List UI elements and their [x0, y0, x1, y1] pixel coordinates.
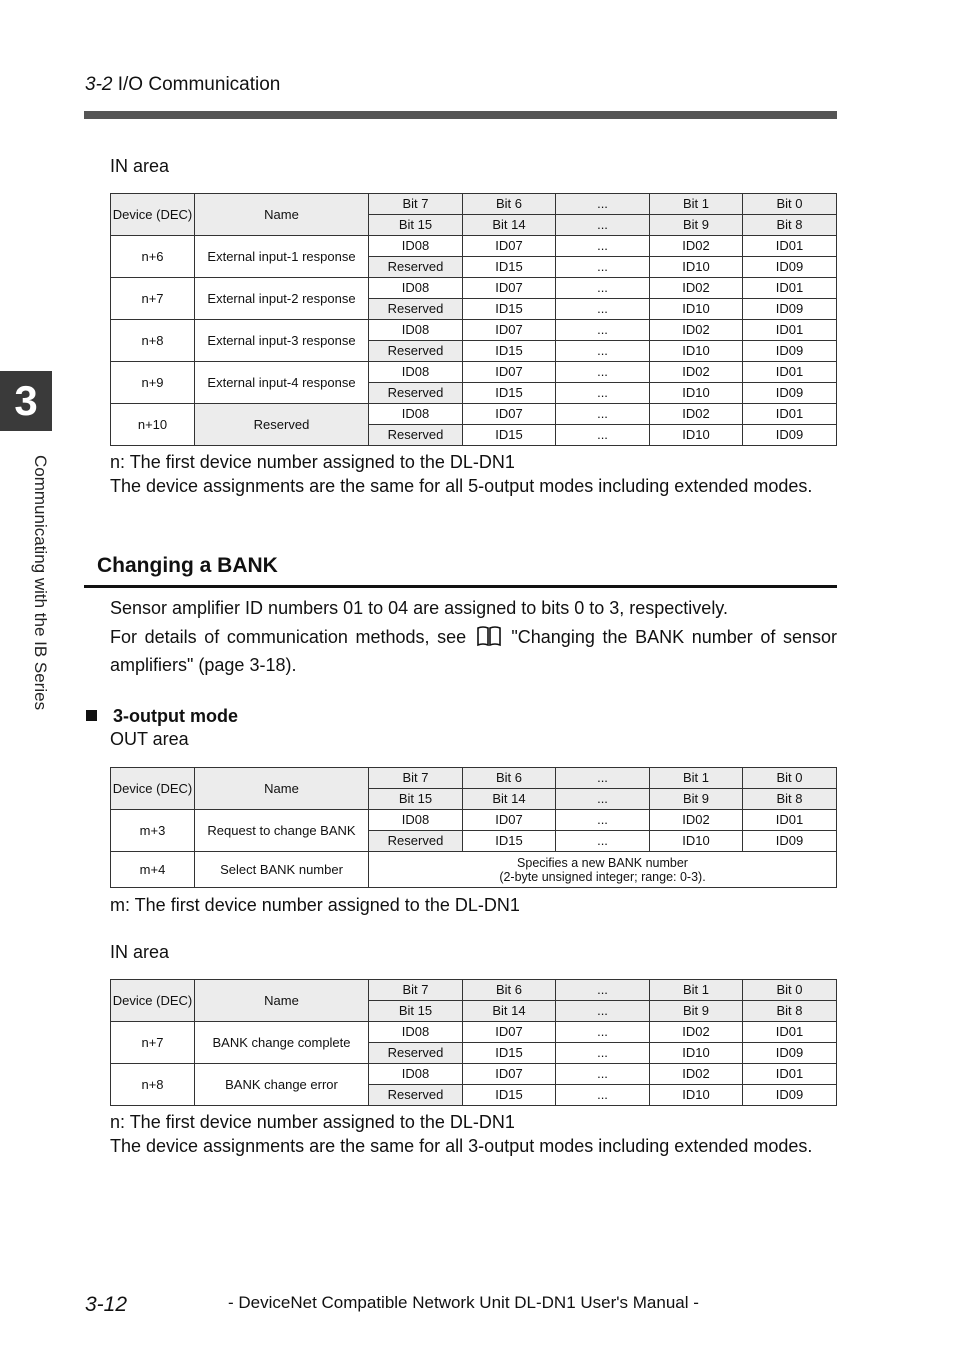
column-header-bit: Bit 14 [463, 215, 556, 236]
table-row [111, 1022, 837, 1043]
in-area-table [110, 193, 837, 446]
chapter-side-title: Communicating with the IB Series [31, 455, 50, 711]
bit-cell: ID09 [743, 831, 837, 852]
in-area-note [110, 450, 837, 498]
bank-para-2 [110, 625, 837, 677]
column-header-bit: ... [556, 1001, 650, 1022]
header-rule [84, 111, 837, 119]
description-cell [369, 852, 837, 888]
bit-cell: ID09 [743, 341, 837, 362]
name-cell: External input-3 response [195, 320, 369, 362]
bit-cell: ID09 [743, 383, 837, 404]
column-header-device: Device (DEC) [111, 980, 195, 1022]
bit-cell: ID08 [369, 362, 463, 383]
device-cell: n+10 [111, 404, 195, 446]
column-header-bit: Bit 15 [369, 1001, 463, 1022]
note-first-device-2: n: The first device number assigned to the DL-DN1 [110, 1112, 515, 1132]
in-area-table-2 [110, 979, 837, 1106]
column-header-bit: ... [556, 215, 650, 236]
bit-cell: ID02 [650, 278, 743, 299]
column-header-bit: Bit 6 [463, 768, 556, 789]
bit-cell: ID15 [463, 341, 556, 362]
name-cell: External input-1 response [195, 236, 369, 278]
bit-cell: ID01 [743, 810, 837, 831]
bit-cell: ID02 [650, 1064, 743, 1085]
description-line: Specifies a new BANK number [517, 855, 688, 870]
bit-cell: Reserved [369, 383, 463, 404]
column-header-bit: Bit 0 [743, 194, 837, 215]
bit-cell: ... [556, 810, 650, 831]
bit-cell: ID10 [650, 831, 743, 852]
column-header-bit: Bit 1 [650, 768, 743, 789]
column-header-bit: Bit 9 [650, 215, 743, 236]
bit-cell: ... [556, 383, 650, 404]
column-header-bit: Bit 7 [369, 768, 463, 789]
bit-cell: ID02 [650, 810, 743, 831]
column-header-device: Device (DEC) [111, 768, 195, 810]
bit-cell: ID01 [743, 320, 837, 341]
column-header-bit: Bit 1 [650, 194, 743, 215]
column-header-device: Device (DEC) [111, 194, 195, 236]
bit-cell: ID08 [369, 278, 463, 299]
bit-cell: ID09 [743, 1043, 837, 1064]
column-header-bit: ... [556, 768, 650, 789]
column-header-bit: Bit 15 [369, 789, 463, 810]
device-cell: n+8 [111, 1064, 195, 1106]
bit-cell: ID15 [463, 383, 556, 404]
bit-cell: ... [556, 236, 650, 257]
bit-cell: ID15 [463, 831, 556, 852]
column-header-bit: Bit 7 [369, 980, 463, 1001]
section-title: I/O Communication [117, 74, 281, 95]
bit-cell: ... [556, 341, 650, 362]
bit-cell: ... [556, 257, 650, 278]
column-header-bit: Bit 7 [369, 194, 463, 215]
heading-rule [84, 585, 837, 588]
bit-cell: ... [556, 299, 650, 320]
bit-cell: ID08 [369, 810, 463, 831]
bit-cell: ID15 [463, 1043, 556, 1064]
bank-para-2-lead: For details of communication methods, see [110, 627, 467, 647]
table-row [111, 362, 837, 383]
bit-cell: ID08 [369, 320, 463, 341]
bit-cell: ID08 [369, 1022, 463, 1043]
mode-heading-text: 3-output mode [113, 706, 238, 726]
column-header-bit: Bit 8 [743, 1001, 837, 1022]
bit-cell: ID07 [463, 404, 556, 425]
bit-cell: Reserved [369, 257, 463, 278]
device-cell: n+7 [111, 278, 195, 320]
bit-cell: ID09 [743, 1085, 837, 1106]
column-header-bit: Bit 14 [463, 789, 556, 810]
bit-cell: ID01 [743, 236, 837, 257]
column-header-bit: Bit 8 [743, 789, 837, 810]
out-area-note: m: The first device number assigned to the DL-DN1 [110, 895, 520, 915]
column-header-bit: Bit 14 [463, 1001, 556, 1022]
bit-cell: ... [556, 278, 650, 299]
bit-cell: Reserved [369, 341, 463, 362]
column-header-bit: Bit 15 [369, 215, 463, 236]
bit-cell: ... [556, 1085, 650, 1106]
table-row [111, 852, 837, 888]
column-header-name: Name [195, 194, 369, 236]
name-cell: Select BANK number [195, 852, 369, 888]
table-row [111, 810, 837, 831]
bit-cell: ID02 [650, 404, 743, 425]
bit-cell: ID07 [463, 810, 556, 831]
bit-cell: ID01 [743, 1022, 837, 1043]
out-area-label: OUT area [110, 729, 189, 749]
bit-cell: ... [556, 425, 650, 446]
out-area-table [110, 767, 837, 888]
bit-cell: Reserved [369, 1085, 463, 1106]
column-header-bit: Bit 8 [743, 215, 837, 236]
section-number: 3-2 [85, 74, 113, 95]
description-line: (2-byte unsigned integer; range: 0-3). [499, 869, 706, 884]
header-row [111, 194, 837, 215]
bit-cell: ... [556, 404, 650, 425]
table-row [111, 278, 837, 299]
note-assignments-2: The device assignments are the same for all 3-output modes including extended modes. [110, 1136, 813, 1156]
column-header-bit: Bit 6 [463, 980, 556, 1001]
bit-cell: ID07 [463, 320, 556, 341]
mode-heading [86, 706, 238, 727]
note-first-device: n: The first device number assigned to the DL-DN1 [110, 452, 515, 472]
bit-cell: ID07 [463, 1064, 556, 1085]
bit-cell: ID01 [743, 1064, 837, 1085]
name-cell: External input-4 response [195, 362, 369, 404]
book-icon [476, 625, 502, 653]
bit-cell: ID07 [463, 278, 556, 299]
device-cell: n+7 [111, 1022, 195, 1064]
bit-cell: Reserved [369, 1043, 463, 1064]
column-header-bit: Bit 6 [463, 194, 556, 215]
bit-cell: ID02 [650, 236, 743, 257]
in-area-note-2 [110, 1110, 837, 1158]
bit-cell: ID10 [650, 1043, 743, 1064]
bit-cell: Reserved [369, 425, 463, 446]
column-header-bit: Bit 0 [743, 768, 837, 789]
chapter-number-tab: 3 [0, 371, 52, 431]
device-cell: m+4 [111, 852, 195, 888]
bit-cell: ID10 [650, 341, 743, 362]
name-cell: Reserved [195, 404, 369, 446]
bit-cell: ID02 [650, 362, 743, 383]
bit-cell: ID09 [743, 299, 837, 320]
header-row [111, 768, 837, 789]
column-header-bit: ... [556, 980, 650, 1001]
name-cell: BANK change complete [195, 1022, 369, 1064]
bit-cell: ID10 [650, 425, 743, 446]
bit-cell: ID08 [369, 1064, 463, 1085]
bit-cell: ID07 [463, 236, 556, 257]
table-row [111, 404, 837, 425]
section-header [85, 74, 280, 96]
column-header-bit: Bit 1 [650, 980, 743, 1001]
table-row [111, 236, 837, 257]
bit-cell: Reserved [369, 831, 463, 852]
column-header-bit: ... [556, 194, 650, 215]
in-area-label-2: IN area [110, 942, 170, 962]
bit-cell: ID08 [369, 236, 463, 257]
bit-cell: ID10 [650, 1085, 743, 1106]
in-area-label: IN area [110, 156, 170, 176]
name-cell: BANK change error [195, 1064, 369, 1106]
bit-cell: ... [556, 1064, 650, 1085]
column-header-name: Name [195, 980, 369, 1022]
bit-cell: ID07 [463, 362, 556, 383]
bit-cell: ID10 [650, 257, 743, 278]
device-cell: m+3 [111, 810, 195, 852]
device-cell: n+8 [111, 320, 195, 362]
bit-cell: ID09 [743, 425, 837, 446]
bank-para-1: Sensor amplifier ID numbers 01 to 04 are assigned to bits 0 to 3, respectively. [110, 598, 728, 618]
bit-cell: ID09 [743, 257, 837, 278]
bit-cell: ID15 [463, 1085, 556, 1106]
bullet-square-icon [86, 710, 97, 721]
bit-cell: ID10 [650, 299, 743, 320]
bit-cell: ... [556, 831, 650, 852]
bit-cell: ID15 [463, 257, 556, 278]
bit-cell: ... [556, 362, 650, 383]
header-row [111, 980, 837, 1001]
bit-cell: ... [556, 320, 650, 341]
bit-cell: ID01 [743, 404, 837, 425]
bit-cell: ID07 [463, 1022, 556, 1043]
bit-cell: ID02 [650, 320, 743, 341]
column-header-bit: Bit 9 [650, 789, 743, 810]
bit-cell: ID15 [463, 425, 556, 446]
device-cell: n+6 [111, 236, 195, 278]
column-header-name: Name [195, 768, 369, 810]
bit-cell: ID01 [743, 362, 837, 383]
bit-cell: ... [556, 1022, 650, 1043]
device-cell: n+9 [111, 362, 195, 404]
section-heading: Changing a BANK [97, 554, 278, 577]
name-cell: Request to change BANK [195, 810, 369, 852]
bit-cell: ID01 [743, 278, 837, 299]
bit-cell: ID15 [463, 299, 556, 320]
table-row [111, 320, 837, 341]
page-number: 3-12 [85, 1293, 128, 1316]
bit-cell: ID02 [650, 1022, 743, 1043]
column-header-bit: ... [556, 789, 650, 810]
bit-cell: Reserved [369, 299, 463, 320]
bit-cell: ... [556, 1043, 650, 1064]
column-header-bit: Bit 9 [650, 1001, 743, 1022]
bit-cell: ID08 [369, 404, 463, 425]
table-row [111, 1064, 837, 1085]
bank-intro [110, 596, 837, 677]
column-header-bit: Bit 0 [743, 980, 837, 1001]
bit-cell: ID10 [650, 383, 743, 404]
manual-title: - DeviceNet Compatible Network Unit DL-DN1 User's Manual - [228, 1293, 699, 1312]
note-assignments: The device assignments are the same for all 5-output modes including extended modes. [110, 476, 813, 496]
name-cell: External input-2 response [195, 278, 369, 320]
bank-para-2-ref[interactable]: "Changing the BANK number of sensor amplifiers" (page 3-18). [110, 627, 837, 675]
